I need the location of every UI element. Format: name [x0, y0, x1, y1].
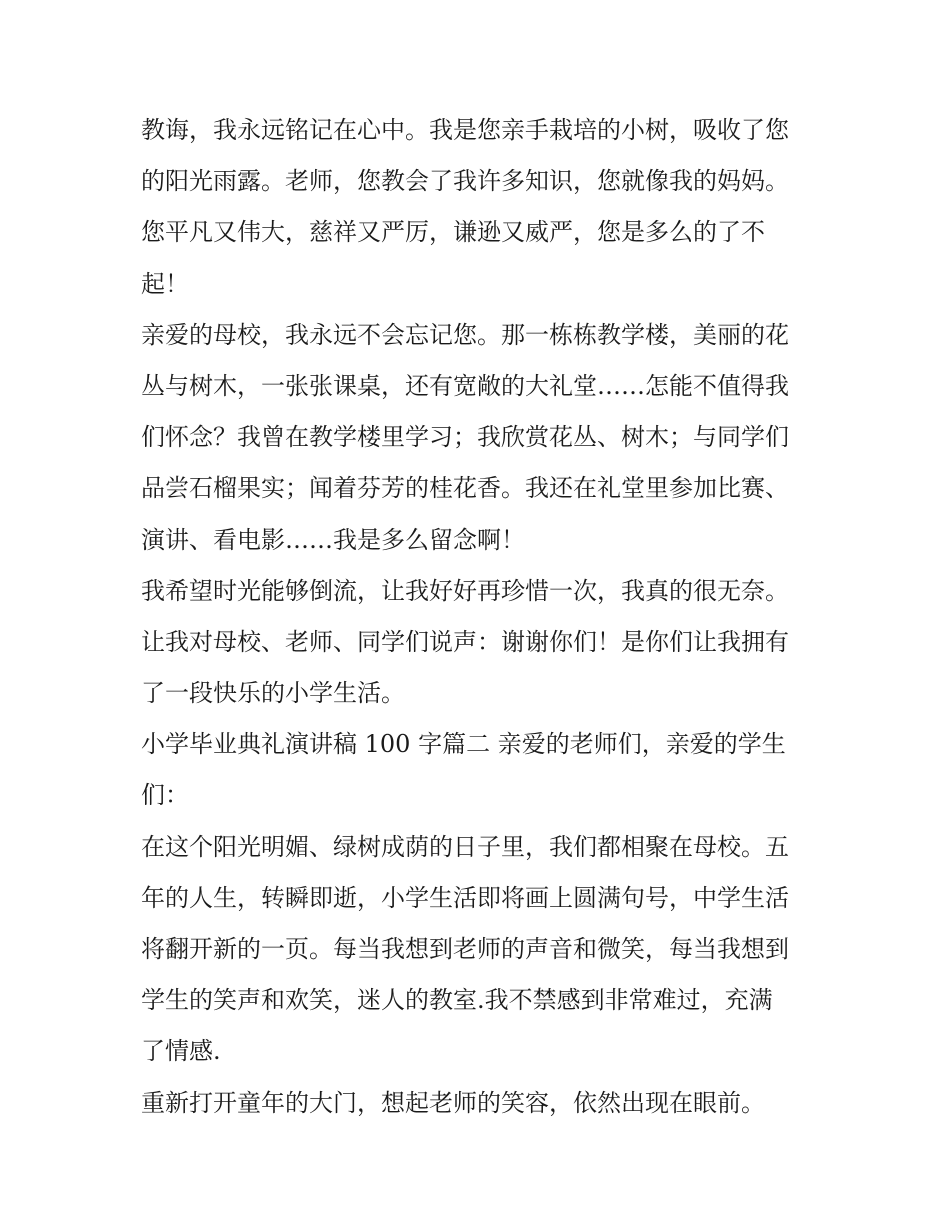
text-line: 们： — [141, 781, 189, 810]
text-line: 年的人生，转瞬即逝，小学生活即将画上圆满句号，中学生活 — [141, 883, 789, 912]
section-heading-line: 小学毕业典礼演讲稿 100 字篇二 亲爱的老师们，亲爱的学生 — [141, 730, 786, 759]
document-body — [141, 105, 821, 1129]
text-line: 的阳光雨露。老师，您教会了我许多知识，您就像我的妈妈。 — [141, 167, 789, 196]
text-line: 演讲、看电影……我是多么留念啊！ — [141, 525, 525, 554]
text-line: 教诲，我永远铭记在心中。我是您亲手栽培的小树，吸收了您 — [141, 116, 789, 144]
text-line: 将翻开新的一页。每当我想到老师的声音和微笑，每当我想到 — [141, 935, 789, 963]
text-line: 们怀念？我曾在教学楼里学习；我欣赏花丛、树木；与同学们 — [141, 423, 789, 452]
text-line: 学生的笑声和欢笑，迷人的教室.我不禁感到非常难过，充满 — [141, 986, 773, 1015]
text-line: 亲爱的母校，我永远不会忘记您。那一栋栋教学楼，美丽的花 — [141, 320, 789, 349]
text-line: 让我对母校、老师、同学们说声：谢谢你们！是你们让我拥有 — [141, 627, 789, 656]
text-line: 了情感. — [141, 1037, 221, 1066]
text-line: 品尝石榴果实；闻着芬芳的桂花香。我还在礼堂里参加比赛、 — [141, 474, 789, 503]
text-line: 丛与树木，一张张课桌，还有宽敞的大礼堂……怎能不值得我 — [141, 371, 789, 400]
text-line: 重新打开童年的大门，想起老师的笑容，依然出现在眼前。 — [141, 1088, 765, 1117]
text-line: 起！ — [141, 269, 189, 298]
text-line: 我希望时光能够倒流，让我好好再珍惜一次，我真的很无奈。 — [141, 576, 789, 605]
text-line: 在这个阳光明媚、绿树成荫的日子里，我们都相聚在母校。五 — [141, 832, 789, 861]
text-line: 了一段快乐的小学生活。 — [141, 679, 405, 708]
text-line: 您平凡又伟大，慈祥又严厉，谦逊又威严，您是多么的了不 — [141, 218, 765, 247]
